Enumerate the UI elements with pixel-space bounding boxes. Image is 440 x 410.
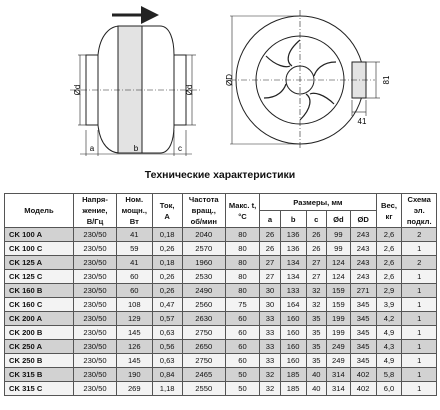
technical-drawings: [0, 0, 440, 160]
subheader-c: c: [306, 211, 326, 228]
table-cell: 6,0: [376, 382, 402, 396]
table-cell: 0,26: [152, 270, 182, 284]
dim-b-label: b: [133, 144, 139, 153]
table-cell: 33: [260, 354, 280, 368]
table-cell: 2,6: [376, 228, 402, 242]
table-cell: 80: [225, 228, 259, 242]
table-cell: 60: [225, 340, 259, 354]
table-row: [5, 368, 437, 382]
table-cell: 345: [350, 312, 376, 326]
table-cell: 0,56: [152, 340, 182, 354]
table-cell: 126: [117, 340, 153, 354]
table-cell: 2: [402, 256, 437, 270]
table-cell: 99: [327, 242, 351, 256]
table-cell: 2040: [182, 228, 225, 242]
table-cell: 80: [225, 270, 259, 284]
table-cell: 2530: [182, 270, 225, 284]
dim-c-label: c: [178, 144, 182, 153]
model-cell: CK 250 A: [5, 340, 74, 354]
subheader-d: Ød: [327, 211, 351, 228]
table-cell: 1: [402, 298, 437, 312]
table-cell: 160: [280, 326, 306, 340]
side-diameter-left-label: Ød: [73, 84, 82, 96]
model-cell: CK 250 B: [5, 354, 74, 368]
table-cell: 160: [280, 340, 306, 354]
table-cell: 0,26: [152, 242, 182, 256]
table-cell: 1: [402, 284, 437, 298]
table-cell: 41: [117, 256, 153, 270]
table-cell: 124: [327, 270, 351, 284]
table-cell: 35: [306, 312, 326, 326]
table-row: [5, 284, 437, 298]
model-cell: CK 200 B: [5, 326, 74, 340]
dim-a-label: a: [89, 144, 95, 153]
table-cell: 2550: [182, 382, 225, 396]
table-cell: 1: [402, 340, 437, 354]
table-cell: 185: [280, 382, 306, 396]
table-cell: 159: [327, 284, 351, 298]
table-cell: 230/50: [73, 298, 116, 312]
table-cell: 60: [117, 270, 153, 284]
table-cell: 80: [225, 256, 259, 270]
table-cell: 243: [350, 242, 376, 256]
table-cell: 230/50: [73, 228, 116, 242]
table-cell: 33: [260, 326, 280, 340]
table-cell: 0,26: [152, 284, 182, 298]
header-current: Ток, А: [152, 194, 182, 228]
table-cell: 271: [350, 284, 376, 298]
table-row: [5, 312, 437, 326]
header-speed: Частота вращ., об/мин: [182, 194, 225, 228]
table-cell: 40: [306, 368, 326, 382]
table-cell: 26: [306, 242, 326, 256]
table-cell: 32: [260, 382, 280, 396]
table-cell: 26: [260, 228, 280, 242]
table-cell: 243: [350, 228, 376, 242]
table-cell: 230/50: [73, 270, 116, 284]
table-cell: 32: [306, 284, 326, 298]
header-weight: Вес, кг: [376, 194, 402, 228]
table-cell: 345: [350, 340, 376, 354]
table-cell: 50: [225, 368, 259, 382]
table-cell: 2,6: [376, 270, 402, 284]
table-cell: 1: [402, 326, 437, 340]
table-cell: 2630: [182, 312, 225, 326]
table-cell: 0,63: [152, 354, 182, 368]
table-cell: 402: [350, 382, 376, 396]
table-cell: 230/50: [73, 368, 116, 382]
dim-41-label: 41: [357, 117, 367, 126]
table-row: [5, 298, 437, 312]
table-cell: 1,18: [152, 382, 182, 396]
table-cell: 108: [117, 298, 153, 312]
table-cell: 1: [402, 312, 437, 326]
table-cell: 32: [306, 298, 326, 312]
table-row: [5, 382, 437, 396]
table-cell: 4,9: [376, 354, 402, 368]
table-cell: 230/50: [73, 326, 116, 340]
model-cell: CK 200 A: [5, 312, 74, 326]
table-cell: 0,57: [152, 312, 182, 326]
table-cell: 160: [280, 312, 306, 326]
table-cell: 190: [117, 368, 153, 382]
table-cell: 80: [225, 284, 259, 298]
table-row: [5, 326, 437, 340]
table-cell: 27: [306, 270, 326, 284]
table-cell: 1960: [182, 256, 225, 270]
subheader-D: ØD: [350, 211, 376, 228]
table-row: [5, 242, 437, 256]
table-row: [5, 256, 437, 270]
table-cell: 2490: [182, 284, 225, 298]
model-cell: CK 315 C: [5, 382, 74, 396]
table-cell: 402: [350, 368, 376, 382]
table-cell: 314: [327, 368, 351, 382]
header-power: Ном. мощн., Вт: [117, 194, 153, 228]
table-cell: 230/50: [73, 242, 116, 256]
table-cell: 4,9: [376, 326, 402, 340]
model-cell: CK 160 B: [5, 284, 74, 298]
table-cell: 35: [306, 326, 326, 340]
model-cell: CK 125 A: [5, 256, 74, 270]
table-cell: 41: [117, 228, 153, 242]
body-band: [118, 26, 142, 153]
table-cell: 230/50: [73, 256, 116, 270]
table-cell: 0,63: [152, 326, 182, 340]
specifications-table: [4, 193, 437, 396]
table-cell: 345: [350, 326, 376, 340]
model-cell: CK 100 C: [5, 242, 74, 256]
table-cell: 30: [260, 284, 280, 298]
model-cell: CK 315 B: [5, 368, 74, 382]
table-cell: 2570: [182, 242, 225, 256]
table-row: [5, 228, 437, 242]
table-cell: 2,6: [376, 242, 402, 256]
table-cell: 50: [225, 382, 259, 396]
table-row: [5, 270, 437, 284]
table-cell: 2750: [182, 354, 225, 368]
table-cell: 134: [280, 270, 306, 284]
table-cell: 230/50: [73, 284, 116, 298]
table-cell: 230/50: [73, 312, 116, 326]
table-cell: 145: [117, 326, 153, 340]
table-cell: 60: [225, 312, 259, 326]
table-cell: 33: [260, 312, 280, 326]
section-title: Технические характеристики: [144, 169, 296, 181]
table-cell: 60: [225, 326, 259, 340]
table-cell: 4,3: [376, 340, 402, 354]
table-cell: 80: [225, 242, 259, 256]
table-cell: 1: [402, 242, 437, 256]
table-cell: 136: [280, 242, 306, 256]
table-cell: 27: [260, 256, 280, 270]
table-cell: 314: [327, 382, 351, 396]
table-cell: 1: [402, 270, 437, 284]
table-cell: 60: [225, 354, 259, 368]
table-cell: 1: [402, 382, 437, 396]
table-cell: 1: [402, 368, 437, 382]
table-cell: 243: [350, 256, 376, 270]
side-diameter-right-label: Ød: [185, 84, 194, 96]
table-cell: 32: [260, 368, 280, 382]
front-diameter-label: ØD: [225, 74, 234, 86]
model-cell: CK 160 C: [5, 298, 74, 312]
side-view-drawing: [70, 15, 200, 156]
table-cell: 230/50: [73, 340, 116, 354]
table-cell: 160: [280, 354, 306, 368]
table-cell: 136: [280, 228, 306, 242]
front-view-drawing: [230, 10, 380, 150]
table-cell: 133: [280, 284, 306, 298]
header-voltage: Напря- жение, В/Гц: [73, 194, 116, 228]
table-cell: 26: [306, 228, 326, 242]
table-cell: 269: [117, 382, 153, 396]
model-cell: CK 100 A: [5, 228, 74, 242]
table-cell: 199: [327, 326, 351, 340]
table-cell: 40: [306, 382, 326, 396]
table-cell: 27: [260, 270, 280, 284]
table-cell: 0,47: [152, 298, 182, 312]
table-cell: 60: [117, 284, 153, 298]
table-body: [5, 228, 437, 396]
table-cell: 185: [280, 368, 306, 382]
table-cell: 249: [327, 340, 351, 354]
table-cell: 164: [280, 298, 306, 312]
header-dimensions: Размеры, мм: [260, 194, 376, 211]
table-cell: 230/50: [73, 382, 116, 396]
table-cell: 345: [350, 354, 376, 368]
model-cell: CK 125 C: [5, 270, 74, 284]
header-wiring-scheme: Схема эл. подкл.: [402, 194, 437, 228]
table-cell: 27: [306, 256, 326, 270]
table-cell: 30: [260, 298, 280, 312]
table-cell: 129: [117, 312, 153, 326]
table-cell: 2560: [182, 298, 225, 312]
header-model: Модель: [5, 194, 74, 228]
table-cell: 3,9: [376, 298, 402, 312]
dim-81-label: 81: [382, 75, 391, 85]
subheader-b: b: [280, 211, 306, 228]
table-cell: 0,18: [152, 256, 182, 270]
table-cell: 59: [117, 242, 153, 256]
table-cell: 134: [280, 256, 306, 270]
table-cell: 0,84: [152, 368, 182, 382]
table-cell: 2750: [182, 326, 225, 340]
table-cell: 26: [260, 242, 280, 256]
table-cell: 33: [260, 340, 280, 354]
table-cell: 1: [402, 354, 437, 368]
table-cell: 2465: [182, 368, 225, 382]
table-cell: 230/50: [73, 354, 116, 368]
header-max-temp: Макс. t, °C: [225, 194, 259, 228]
table-cell: 124: [327, 256, 351, 270]
table-cell: 0,18: [152, 228, 182, 242]
table-cell: 243: [350, 270, 376, 284]
table-cell: 35: [306, 340, 326, 354]
table-cell: 5,8: [376, 368, 402, 382]
table-cell: 345: [350, 298, 376, 312]
table-cell: 4,2: [376, 312, 402, 326]
table-cell: 2,6: [376, 256, 402, 270]
table-cell: 75: [225, 298, 259, 312]
table-row: [5, 354, 437, 368]
table-cell: 99: [327, 228, 351, 242]
table-cell: 145: [117, 354, 153, 368]
table-cell: 159: [327, 298, 351, 312]
table-cell: 35: [306, 354, 326, 368]
table-row: [5, 340, 437, 354]
table-cell: 199: [327, 312, 351, 326]
table-cell: 2,9: [376, 284, 402, 298]
table-cell: 249: [327, 354, 351, 368]
table-cell: 2: [402, 228, 437, 242]
table-cell: 2650: [182, 340, 225, 354]
subheader-a: a: [260, 211, 280, 228]
